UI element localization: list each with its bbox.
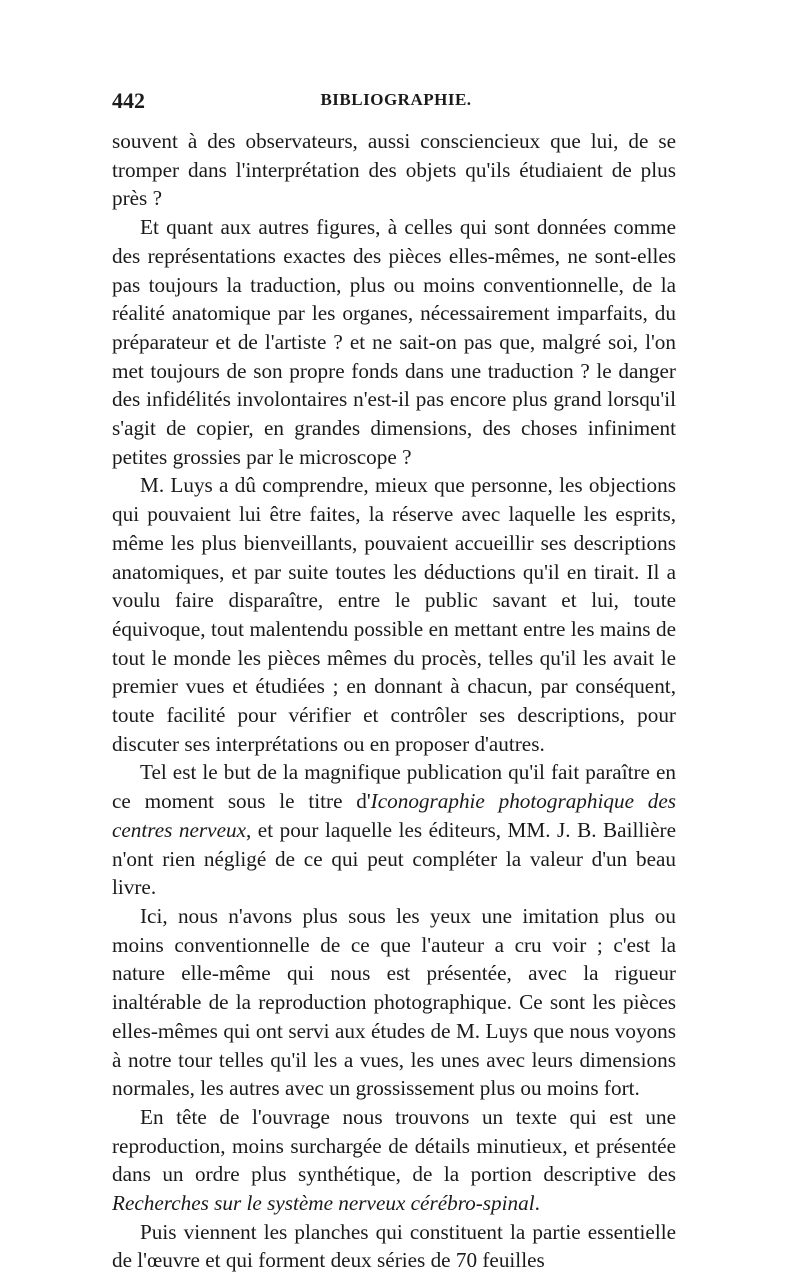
paragraph-4-text-after: , et pour laquelle les éditeurs, MM. J. B. Baillière n'ont rien négligé de ce qui peut compléter la valeur d'un beau livre.: [112, 817, 677, 900]
book-title-recherches: Recherches sur le système nerveux cérébro-spinal: [112, 1191, 535, 1216]
paragraph-5: Ici, nous n'avons plus sous les yeux une imitation plus ou moins conventionnelle de ce que l'auteur a cru voir ; c'est la nature elle-même qui nous est présentée, avec la rigueur inaltérable de la reproduction photographique. Ce sont les pièces elles-mêmes qui ont servi aux études de M. Luys que nous voyons à notre tour telles qu'il les a vues, les unes avec leurs dimensions normales, les autres avec un grossissement plus ou moins fort.: [112, 903, 676, 1101]
page-number: 442: [112, 88, 145, 113]
paragraph-6: [112, 1103, 676, 1218]
paragraph-2: Et quant aux autres figures, à celles qui sont données comme des représentations exactes des pièces elles-mêmes, ne sont-elles pas toujours la traduction, plus ou moins conventionnelle, de la réalité anatomique par les organes, nécessairement imparfaits, du préparateur et de l'artiste ? et ne sait-on pas que, malgré soi, l'on met toujours de son propre fonds dans une traduction ? le danger des infidélités involontaires n'est-il pas encore plus grand lorsqu'il s'agit de copier, en grandes dimensions, des choses infiniment petites grossies par le microscope ?: [112, 215, 676, 469]
paragraph-4-text-before: Tel est le but de la magnifique publication qu'il fait paraître en ce moment sous le titre d': [112, 760, 676, 814]
page-header: [112, 88, 680, 118]
paragraph-4: [112, 758, 676, 902]
body-text: [112, 127, 676, 1275]
paragraph-6-text-before: En tête de l'ouvrage nous trouvons un texte qui est une reproduction, moins surchargée de détails minutieux, et présentée dans un ordre plus synthétique, de la portion descriptive des: [112, 1104, 676, 1187]
running-title: BIBLIOGRAPHIE.: [320, 90, 472, 109]
paragraph-1: souvent à des observateurs, aussi consciencieux que lui, de se tromper dans l'interprétation des objets qu'ils étudiaient de plus près ?: [112, 129, 676, 211]
book-title-iconographie: Iconographie photographique des centres nerveux: [112, 789, 676, 842]
paragraph-7: Puis viennent les planches qui constituent la partie essentielle de l'œuvre et qui forment deux séries de 70 feuilles: [112, 1219, 676, 1273]
paragraph-3: M. Luys a dû comprendre, mieux que personne, les objections qui pouvaient lui être faites, la réserve avec laquelle les esprits, même les plus bienveillants, pouvaient accueillir ses descriptions anatomiques, et par suite toutes les déductions qu'il en tirait. Il a voulu faire disparaître, entre le public savant et lui, toute équivoque, tout malentendu possible en mettant entre les mains de tout le monde les pièces mêmes du procès, telles qu'il les avait le premier vues et étudiées ; en donnant à chacun, par conséquent, toute facilité pour vérifier et contrôler ses descriptions, pour discuter ses interprétations ou en proposer d'autres.: [112, 473, 676, 756]
paragraph-6-text-after: .: [534, 1191, 540, 1216]
